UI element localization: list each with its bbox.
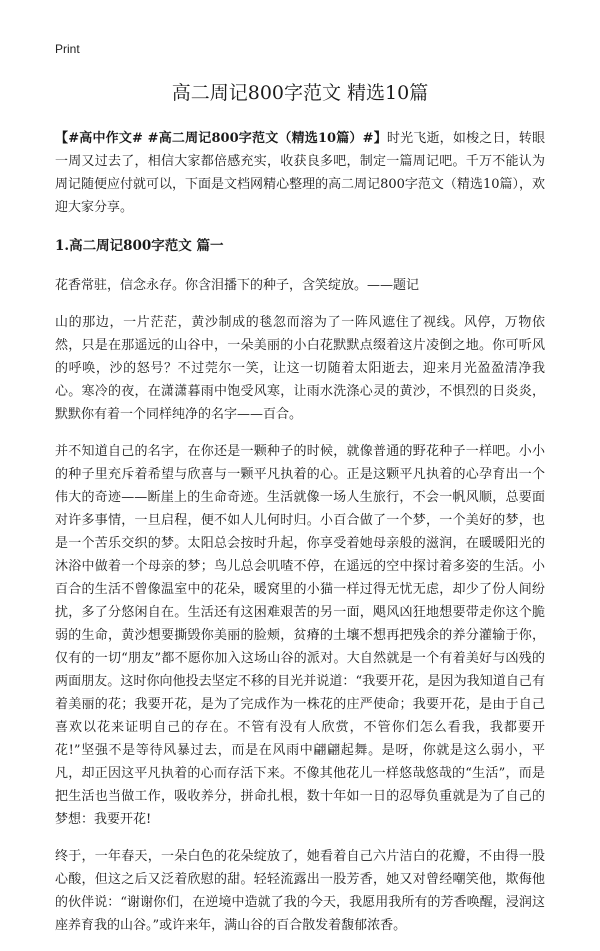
- paragraph-3: 终于，一年春天，一朵白色的花朵绽放了，她看着自己六片洁白的花瓣，不由得一股心酸，但这之后又泛着欣慰的甜。轻轻流露出一股芳香，她又对曾经嘲笑他，欺侮他的伙伴说：“谢谢你们，在逆境中造就了我的今天，我愿用我所有的芳香唤醒，浸润这座养育我的山谷。”或许来年，满山谷的百合散发着馥郁浓香。: [55, 849, 545, 933]
- document-body: [55, 78, 545, 951]
- intro-paragraph: [55, 127, 545, 219]
- section-heading: 1.高二周记800字范文 篇一: [55, 238, 224, 254]
- intro-tags: 【#高中作文# #高二周记800字范文（精选10篇）#】: [55, 131, 387, 146]
- page-title: 高二周记800字范文 精选10篇: [171, 82, 429, 104]
- print-link[interactable]: Print: [55, 42, 80, 56]
- paragraph-2: 并不知道自己的名字，在你还是一颗种子的时候，就像普通的野花种子一样吧。小小的种子里充斥着希望与欣喜与一颗平凡执着的心。正是这颗平凡执着的心孕育出一个伟大的奇迹——断崖上的生命奇迹。生活就像一场人生旅行，不会一帆风顺，总要面对许多事情，一旦启程，便不如人儿何时归。小百合做了一个梦，一个美好的梦，也是一个苦乐交织的梦。太阳总会按时升起，你享受着她母亲般的滋润，在暖暖阳光的沐浴中做着一个母亲的梦；鸟儿总会叽喳不停，在遥远的空中探讨着多姿的生活。小百合的生活不曾像温室中的花朵，暖窝里的小猫一样过得无忧无虑，却少了份人间纷扰，多了分悠闲自在。生活还有这困难艰苦的另一面，飓风凶狂地想要带走你这个脆弱的生命，黄沙想要撕毁你美丽的脸颊，贫瘠的土壤不想再把残余的养分灌输于你，仅有的一切“朋友”都不愿你加入这场山谷的派对。大自然就是一个有着美好与凶残的两面朋友。这时你向他投去坚定不移的目光并说道：“我要开花，是因为我知道自己有着美丽的花；我要开花，是为了完成作为一株花的庄严使命；我要开花，是由于自己喜欢以花来证明自己的存在。不管有没有人欣赏，不管你们怎么看我，我都要开花!”坚强不是等待风暴过去，而是在风雨中翩翩起舞。是呀，你就是这么弱小，平凡，却正因这平凡执着的心而存活下来。不像其他花儿一样悠哉悠哉的“生活”，而是把生活也当做工作，吸收养分，拼命扎根，数十年如一日的忍辱负重就是为了自己的梦想：我要开花!: [55, 444, 545, 827]
- epigraph: 花香常驻，信念永存。你含泪播下的种子，含笑绽放。——题记: [55, 278, 420, 293]
- intro-text: 时光飞逝，如梭之日，转眼一周又过去了，相信大家都倍感充实，收获良多吧，制定一篇周记吧。千万不能认为周记随便应付就可以，下面是文档网精心整理的高二周记800字范文（精选10篇），欢迎大家分享。: [55, 131, 545, 215]
- paragraph-1: 山的那边，一片茫茫，黄沙制成的毯忽而溶为了一阵风遮住了视线。风停，万物依然，只是在那遥远的山谷中，一朵美丽的小白花默默点缀着这片凌倒之地。你可听风的呼唤，沙的怒号？不过莞尔一笑，让这一切随着太阳逝去，迎来月光盈盈清净我心。寒冷的夜，在潇潇暮雨中饱受风寒，让雨水洗涤心灵的黄沙，不惧烈的日炎炎，默默你有着一个同样纯净的名字——百合。: [55, 315, 545, 422]
